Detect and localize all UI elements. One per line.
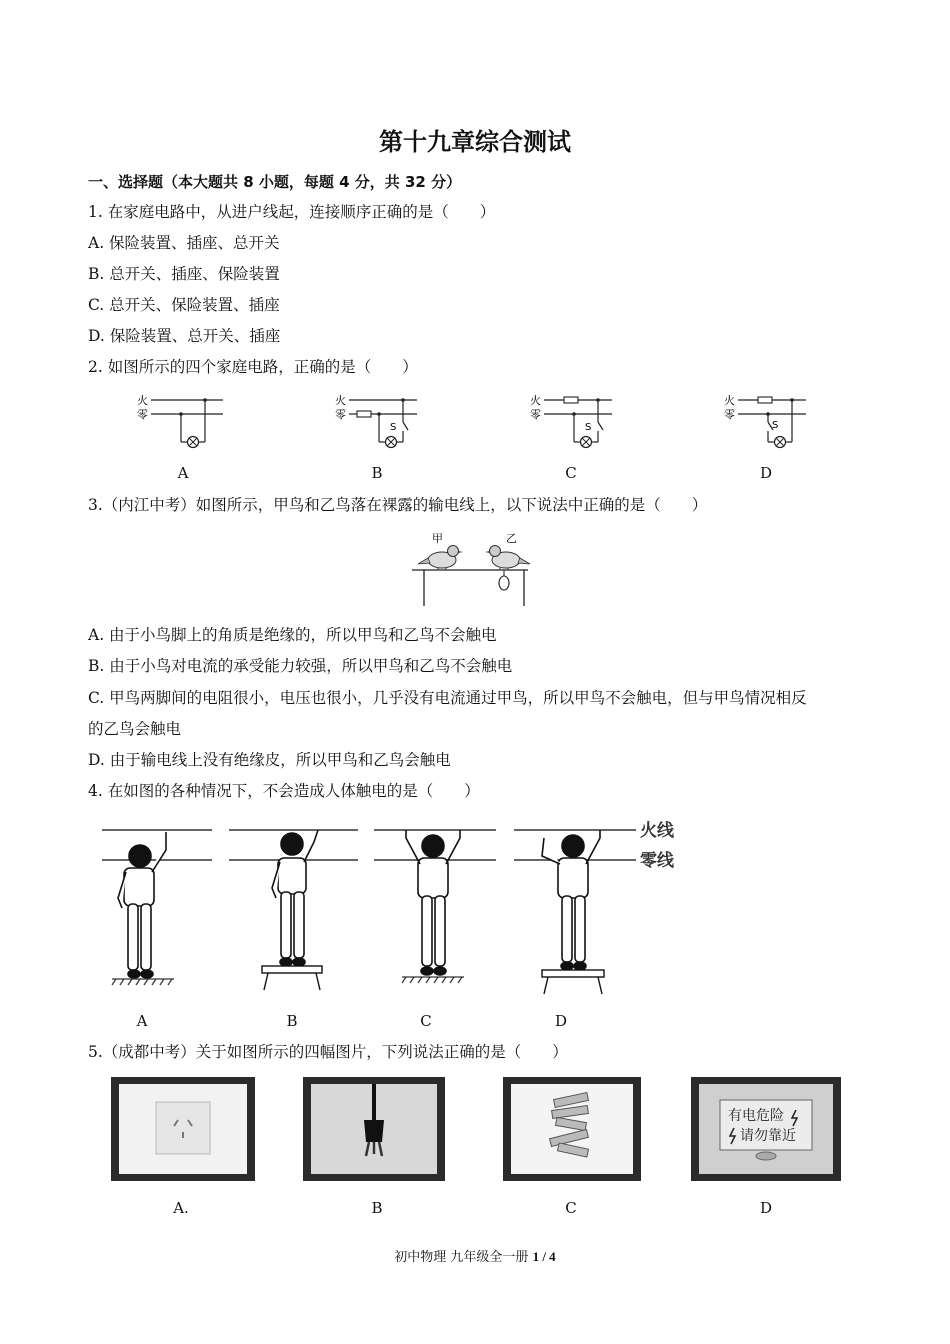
question-2-label-b: B [371, 464, 383, 482]
question-3-option-c: C. 甲鸟两脚间的电阻很小，电压也很小，几乎没有电流通过甲鸟，所以甲鸟不会触电，但与甲鸟情况相反 [88, 689, 807, 707]
circuit-diagram-b [333, 390, 428, 452]
sign-text-line-1: 有电危险 [728, 1108, 784, 1124]
question-4-label-a: A [136, 1012, 148, 1030]
neutral-wire-label: 零 [335, 408, 346, 421]
fuse-icon [564, 397, 578, 403]
bird-b-icon [485, 546, 530, 571]
live-wire-label: 火线 [640, 821, 674, 841]
bulb-icon [499, 576, 509, 590]
birds-on-wire-figure [408, 528, 532, 610]
person-a-icon [118, 832, 166, 978]
bird-b-label: 乙 [506, 532, 517, 545]
switch-label: S [772, 420, 779, 431]
question-3-option-a: A. 由于小鸟脚上的角质是绝缘的，所以甲鸟和乙鸟不会触电 [88, 626, 497, 644]
question-1-option-d: D. 保险装置、总开关、插座 [88, 327, 281, 345]
fuse-icon [357, 411, 371, 417]
footer-text: 初中物理 九年级全一册 [394, 1250, 533, 1265]
question-5-label-a: A. [173, 1199, 189, 1217]
question-2-label-c: C [565, 464, 577, 482]
question-4-label-b: B [286, 1012, 298, 1030]
live-wire-label: 火 [137, 394, 148, 407]
question-1-option-c: C. 总开关、保险装置、插座 [88, 296, 280, 314]
question-2-stem: 2. 如图所示的四个家庭电路，正确的是（ ） [88, 358, 418, 376]
neutral-wire-label: 零 [724, 408, 735, 421]
page-title: 第十九章综合测试 [379, 128, 571, 156]
question-5-label-d: D [759, 1199, 773, 1217]
plug-icon [364, 1120, 384, 1142]
switch-icon [598, 422, 603, 430]
question-1-option-a: A. 保险装置、插座、总开关 [88, 234, 280, 252]
photo-plug [302, 1076, 446, 1182]
question-5-label-b: B [371, 1199, 383, 1217]
sign-text-line-2: 请勿靠近 [740, 1128, 796, 1144]
question-2-label-d: D [759, 464, 773, 482]
circuit-diagram-c [528, 390, 623, 452]
stool-d-icon [542, 970, 604, 994]
question-3-option-b: B. 由于小鸟对电流的承受能力较强，所以甲鸟和乙鸟不会触电 [88, 657, 513, 675]
bird-a-icon [418, 546, 463, 571]
photo-wires [502, 1076, 642, 1182]
socket-icon [156, 1102, 210, 1154]
question-1-option-b: B. 总开关、插座、保险装置 [88, 265, 280, 283]
person-c-icon [406, 830, 460, 975]
circuit-diagram-a [135, 390, 230, 452]
question-3-stem: 3.（内江中考）如图所示，甲鸟和乙鸟落在裸露的输电线上，以下说法中正确的是（ ） [88, 496, 708, 514]
circuit-diagram-d [722, 390, 817, 452]
fuse-icon [758, 397, 772, 403]
switch-icon [403, 422, 408, 430]
live-wire-label: 火 [724, 394, 735, 407]
photo-wall-socket [110, 1076, 256, 1182]
page-number: 1 / 4 [532, 1249, 556, 1264]
section-heading: 一、选择题（本大题共 8 小题，每题 4 分，共 32 分） [88, 173, 462, 191]
neutral-wire-label: 零 [137, 408, 148, 421]
question-4-label-d: D [554, 1012, 568, 1030]
bird-a-label: 甲 [432, 532, 443, 545]
page-footer [0, 1246, 950, 1265]
switch-label: S [390, 422, 397, 433]
person-d-icon [542, 830, 600, 970]
question-2-label-a: A [177, 464, 189, 482]
live-wire-label: 火 [530, 394, 541, 407]
electric-shock-figure [96, 808, 706, 1008]
question-3-option-c-cont: 的乙鸟会触电 [88, 720, 182, 738]
question-4-label-c: C [420, 1012, 432, 1030]
question-5-label-c: C [565, 1199, 577, 1217]
stool-b-icon [262, 966, 322, 990]
question-4-stem: 4. 在如图的各种情况下，不会造成人体触电的是（ ） [88, 782, 480, 800]
question-1-stem: 1. 在家庭电路中，从进户线起，连接顺序正确的是（ ） [88, 203, 496, 221]
question-5-stem: 5.（成都中考）关于如图所示的四幅图片，下列说法正确的是（ ） [88, 1043, 568, 1061]
question-3-option-d: D. 由于输电线上没有绝缘皮，所以甲鸟和乙鸟会触电 [88, 751, 451, 769]
switch-label: S [585, 422, 592, 433]
photo-warning-sign [690, 1076, 842, 1182]
neutral-wire-label: 零线 [640, 851, 674, 871]
neutral-wire-label: 零 [530, 408, 541, 421]
live-wire-label: 火 [335, 394, 346, 407]
person-b-icon [272, 830, 318, 966]
